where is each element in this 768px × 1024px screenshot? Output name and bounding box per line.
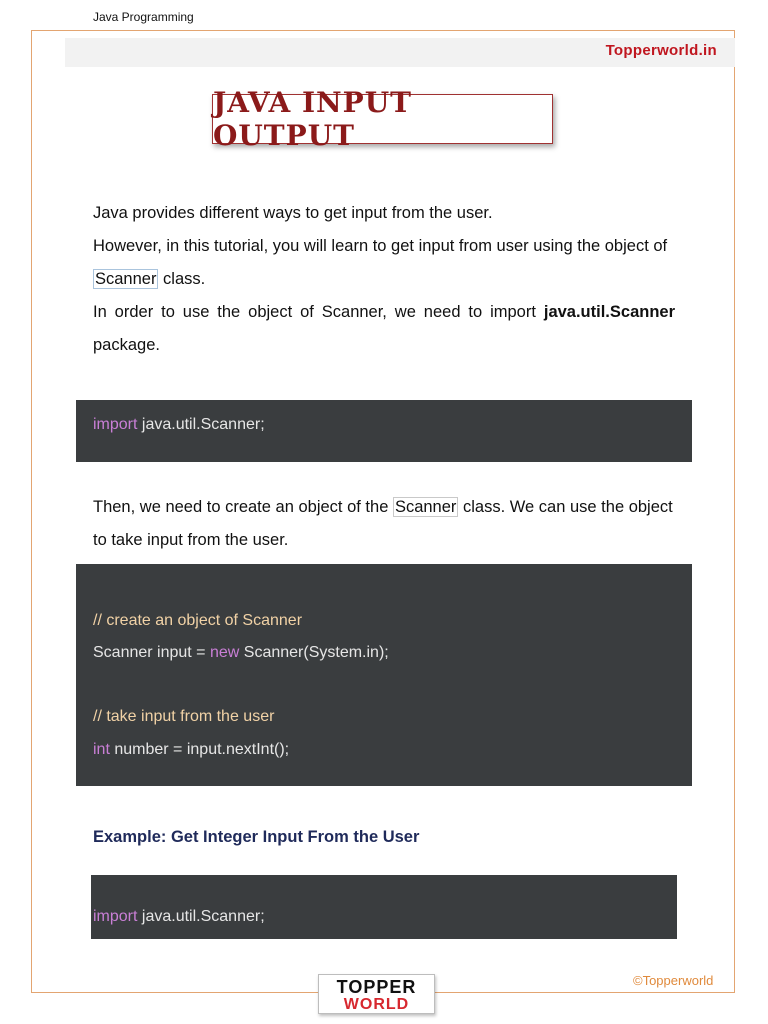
- keyword-import: import: [93, 416, 138, 433]
- code-text: number = input.nextInt();: [109, 741, 290, 758]
- keyword-import: import: [93, 908, 138, 925]
- scanner-inline-code-2: Scanner: [394, 498, 457, 516]
- code-line-int: [93, 741, 289, 759]
- brand-site-name: Topperworld.in: [605, 42, 717, 59]
- intro-text-2-pre: However, in this tutorial, you will learn to get input from user using the object of: [93, 237, 668, 255]
- code-text: Scanner(System.in);: [239, 644, 389, 661]
- topperworld-logo: [318, 974, 435, 1014]
- scanner-inline-code: Scanner: [95, 269, 157, 288]
- code-block-import: [76, 400, 692, 462]
- example-heading: Example: Get Integer Input From the User: [93, 828, 420, 846]
- code-text: java.util.Scanner;: [137, 908, 265, 925]
- intro-line-3: [93, 296, 675, 361]
- keyword-new: new: [209, 644, 240, 661]
- package-name: java.util.Scanner: [543, 303, 675, 321]
- title-box: [212, 86, 553, 152]
- para2-pre: Then, we need to create an object of the: [93, 498, 393, 516]
- intro-text-3-post: package.: [93, 335, 160, 354]
- intro-text-2-post: class.: [158, 269, 206, 288]
- code-text: Scanner input =: [93, 644, 210, 661]
- logo-top-text: TOPPER: [336, 977, 417, 997]
- intro-text-3-pre: In order to use the object of Scanner, we need to import: [93, 303, 544, 321]
- code-line-scanner: [93, 644, 389, 662]
- code-line: [93, 908, 265, 926]
- paragraph-2: [93, 491, 675, 556]
- intro-text-1: Java provides different ways to get input from the user.: [93, 204, 493, 222]
- para2-post: class. We can use the object to take input from the user.: [93, 498, 673, 549]
- code-comment-2: // take input from the user: [93, 708, 275, 725]
- code-text: java.util.Scanner;: [137, 416, 265, 433]
- code-block-scanner: [76, 564, 692, 786]
- page-title: JAVA INPUT OUTPUT: [213, 86, 412, 152]
- intro-line-2: [93, 230, 675, 295]
- code-line: [93, 416, 265, 434]
- code-comment-1: // create an object of Scanner: [93, 612, 303, 629]
- copyright-text: ©Topperworld: [633, 973, 714, 988]
- intro-line-1: [93, 197, 675, 230]
- logo-bottom-text: WORLD: [343, 996, 410, 1013]
- brand-bar: [65, 38, 735, 67]
- code-block-example: [91, 875, 677, 939]
- running-header: Java Programming: [93, 10, 194, 24]
- keyword-int: int: [93, 741, 110, 758]
